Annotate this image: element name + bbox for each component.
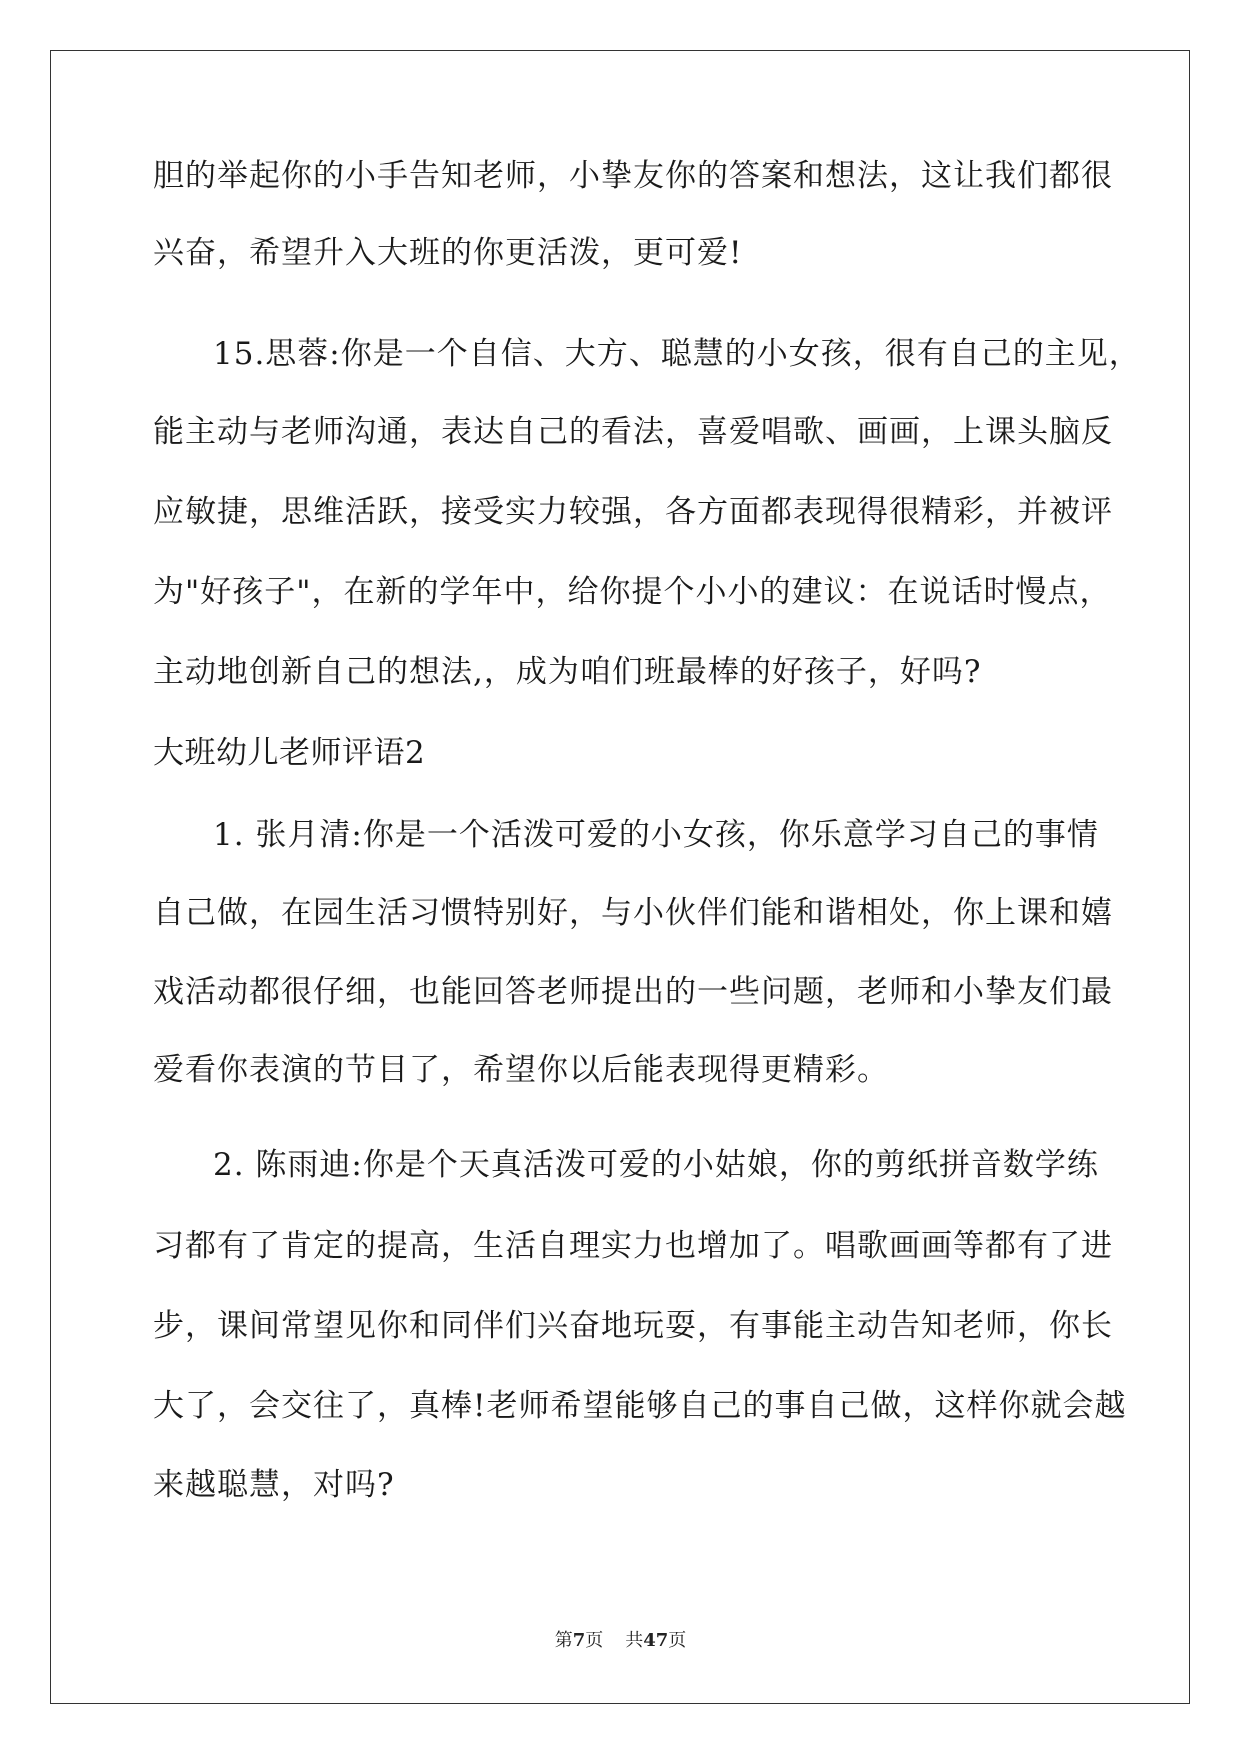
- text-line: 应敏捷，思维活跃，接受实力较强，各方面都表现得很精彩，并被评: [153, 494, 1113, 530]
- page-border: [50, 50, 1190, 1704]
- paragraph-start: 1. 张月清:你是一个活泼可爱的小女孩，你乐意学习自己的事情: [213, 817, 1099, 853]
- text-line: 兴奋，希望升入大班的你更活泼，更可爱!: [153, 235, 743, 271]
- paragraph-start: 15.思蓉:你是一个自信、大方、聪慧的小女孩，很有自己的主见，: [213, 336, 1141, 372]
- footer-total-prefix: 共: [625, 1630, 644, 1651]
- page-footer: [0, 1629, 1241, 1653]
- text-line: 爱看你表演的节目了，希望你以后能表现得更精彩。: [153, 1052, 889, 1088]
- footer-page-suffix: 页: [585, 1630, 604, 1651]
- footer-prefix: 第: [554, 1630, 573, 1651]
- text-line: 戏活动都很仔细，也能回答老师提出的一些问题，老师和小挚友们最: [153, 974, 1113, 1010]
- current-page-number: 7: [572, 1630, 586, 1651]
- text-line: 步，课间常望见你和同伴们兴奋地玩耍，有事能主动告知老师，你长: [153, 1308, 1113, 1344]
- paragraph-start: 2. 陈雨迪:你是个天真活泼可爱的小姑娘，你的剪纸拼音数学练: [213, 1147, 1099, 1183]
- section-heading: 大班幼儿老师评语2: [153, 735, 426, 771]
- footer-total-suffix: 页: [668, 1630, 687, 1651]
- text-line: 为"好孩子"，在新的学年中，给你提个小小的建议：在说话时慢点，: [153, 574, 1112, 610]
- text-line: 自己做，在园生活习惯特别好，与小伙伴们能和谐相处，你上课和嬉: [153, 895, 1113, 931]
- text-line: 大了，会交往了，真棒!老师希望能够自己的事自己做，这样你就会越: [153, 1388, 1127, 1424]
- total-page-count: 47: [643, 1630, 669, 1651]
- text-line: 来越聪慧，对吗?: [153, 1467, 395, 1503]
- text-line: 主动地创新自己的想法,，成为咱们班最棒的好孩子，好吗?: [153, 654, 982, 690]
- text-line: 能主动与老师沟通，表达自己的看法，喜爱唱歌、画画，上课头脑反: [153, 414, 1113, 450]
- text-line: 习都有了肯定的提高，生活自理实力也增加了。唱歌画画等都有了进: [153, 1228, 1113, 1264]
- text-line: 胆的举起你的小手告知老师，小挚友你的答案和想法，这让我们都很: [153, 158, 1113, 194]
